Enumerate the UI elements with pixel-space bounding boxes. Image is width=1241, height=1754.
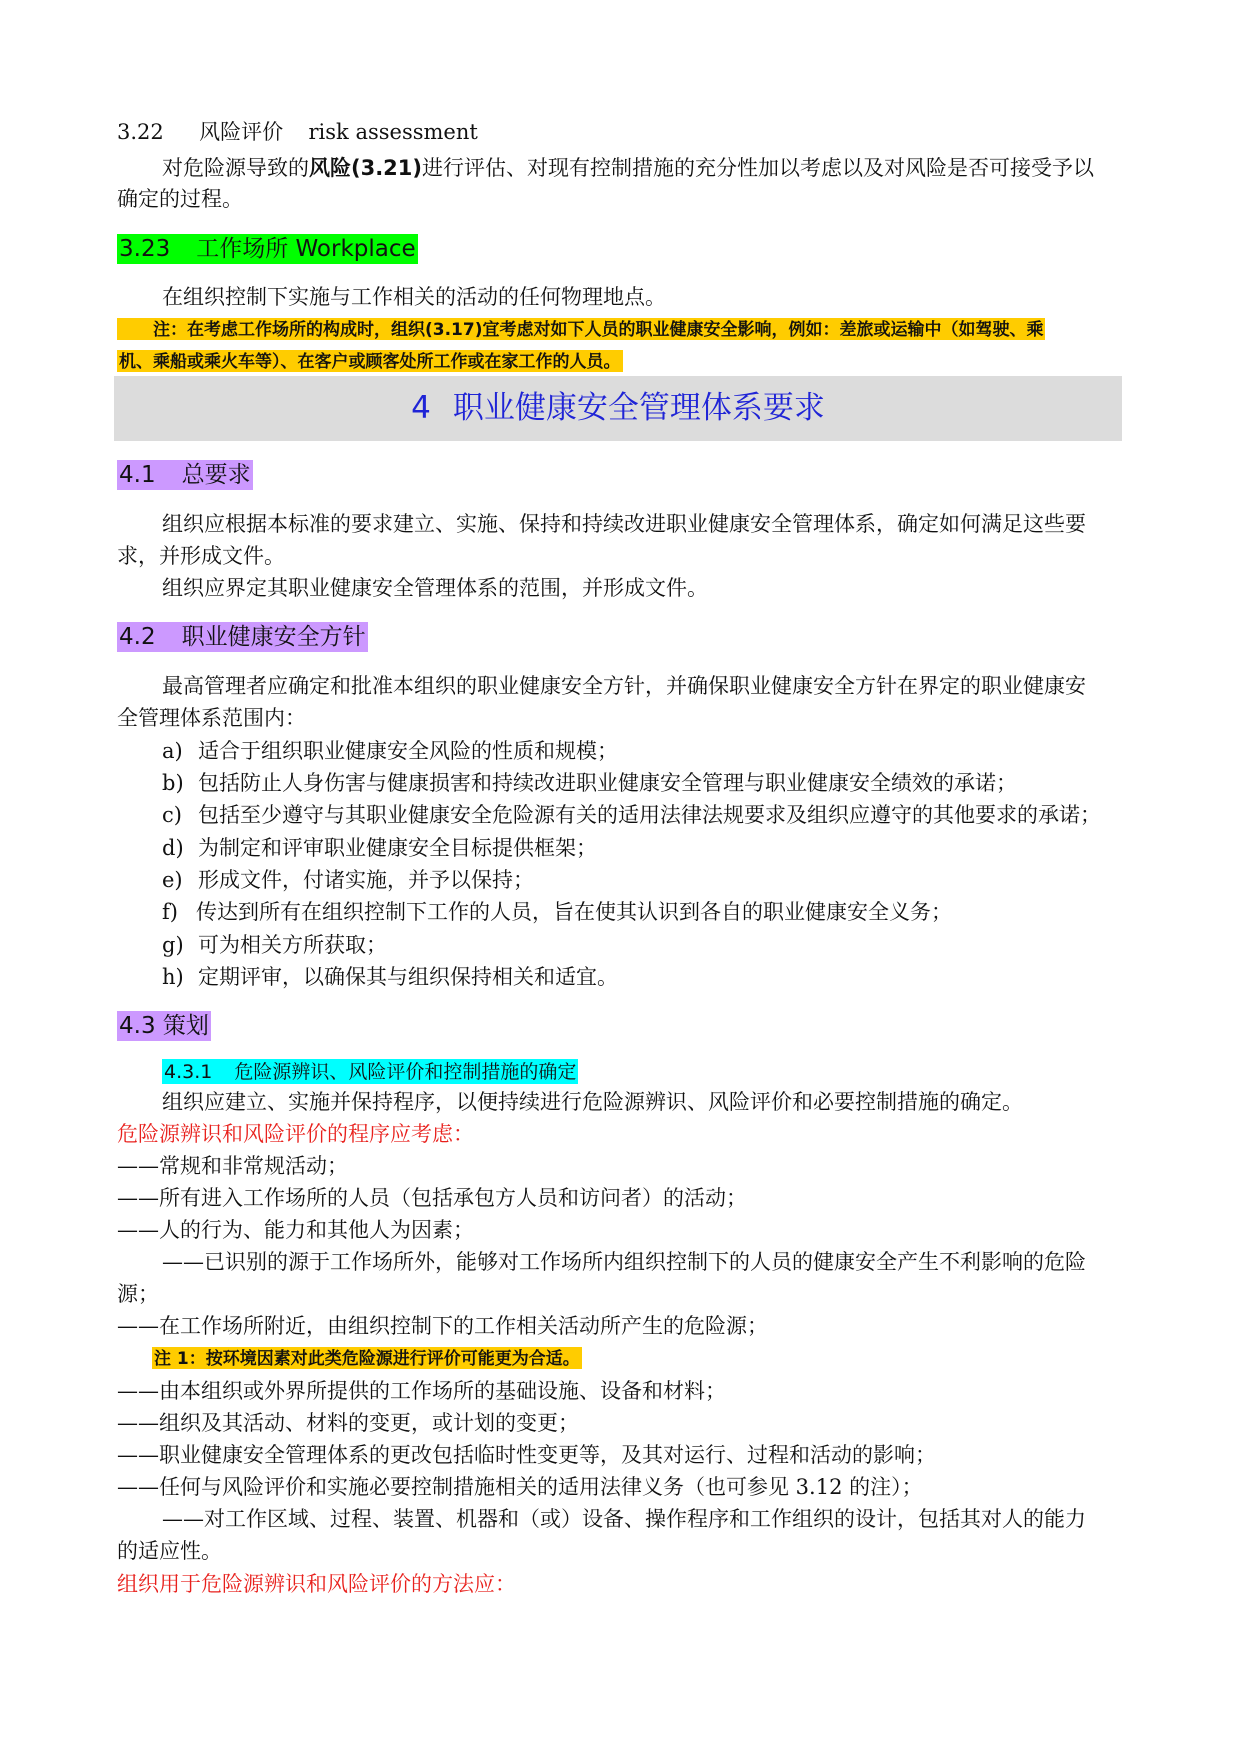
clause-number: 3.22 bbox=[117, 120, 164, 144]
clause-4-1-para2: 组织应界定其职业健康安全管理体系的范围，并形成文件。 bbox=[162, 576, 708, 600]
list-item: f) 传达到所有在组织控制下工作的人员，旨在使其认识到各自的职业健康安全义务； bbox=[162, 900, 952, 924]
list-item: d) 为制定和评审职业健康安全目标提供框架； bbox=[162, 836, 597, 860]
dash-item: ——任何与风险评价和实施必要控制措施相关的适用法律义务（也可参见 3.12 的注）； bbox=[117, 1475, 923, 1499]
clause-3-23-heading: 3.23 工作场所 Workplace bbox=[119, 236, 416, 262]
list-item: b) 包括防止人身伤害与健康损害和持续改进职业健康安全管理与职业健康安全绩效的承诺； bbox=[162, 771, 1017, 795]
red-heading-procedure: 危险源辨识和风险评价的程序应考虑： bbox=[117, 1122, 474, 1146]
dash-item: ——已识别的源于工作场所外，能够对工作场所内组织控制下的人员的健康安全产生不利影响的危险 bbox=[162, 1250, 1086, 1274]
chapter-title: 职业健康安全管理体系要求 bbox=[452, 390, 825, 426]
red-heading-method: 组织用于危险源辨识和风险评价的方法应： bbox=[117, 1572, 516, 1596]
list-item: a) 适合于组织职业健康安全风险的性质和规模； bbox=[162, 739, 618, 763]
clause-4-1-para1-line2: 求，并形成文件。 bbox=[117, 544, 285, 568]
dash-item: ——职业健康安全管理体系的更改包括临时性变更等，及其对运行、过程和活动的影响； bbox=[117, 1443, 936, 1467]
dash-item: ——所有进入工作场所的人员（包括承包方人员和访问者）的活动； bbox=[117, 1186, 747, 1210]
clause-3-22-body-line2: 确定的过程。 bbox=[117, 187, 243, 211]
chapter-4-banner bbox=[114, 376, 1122, 441]
dash-item: ——常规和非常规活动； bbox=[117, 1154, 348, 1178]
clause-3-23-body: 在组织控制下实施与工作相关的活动的任何物理地点。 bbox=[162, 285, 666, 309]
dash-item: ——人的行为、能力和其他人为因素； bbox=[117, 1218, 474, 1242]
chapter-number: 4 bbox=[411, 390, 431, 426]
dash-item: ——由本组织或外界所提供的工作场所的基础设施、设备和材料； bbox=[117, 1379, 726, 1403]
clause-4-3-1-heading: 4.3.1 危险源辨识、风险评价和控制措施的确定 bbox=[164, 1061, 577, 1083]
dash-item: ——在工作场所附近，由组织控制下的工作相关活动所产生的危险源； bbox=[117, 1314, 768, 1338]
clause-3-22-body-line1: 对危险源导致的风险(3.21)进行评估、对现有控制措施的充分性加以考虑以及对风险是否可接受予以 bbox=[162, 156, 1095, 180]
defined-term: 风险(3.21) bbox=[309, 156, 423, 180]
note-1: 注 1：按环境因素对此类危险源进行评价可能更为合适。 bbox=[154, 1349, 580, 1369]
list-item: c) 包括至少遵守与其职业健康安全危险源有关的适用法律法规要求及组织应遵守的其他要求的承诺； bbox=[162, 803, 1101, 827]
list-item: g) 可为相关方所获取； bbox=[162, 933, 387, 957]
dash-item-continuation: 源； bbox=[117, 1282, 159, 1306]
clause-4-2-heading: 4.2 职业健康安全方针 bbox=[119, 624, 366, 650]
dash-item: ——对工作区域、过程、装置、机器和（或）设备、操作程序和工作组织的设计，包括其对人的能力 bbox=[162, 1507, 1086, 1531]
clause-4-1-para1-line1: 组织应根据本标准的要求建立、实施、保持和持续改进职业健康安全管理体系，确定如何满足这些要 bbox=[162, 512, 1086, 536]
clause-4-3-1-intro: 组织应建立、实施并保持程序，以便持续进行危险源辨识、风险评价和必要控制措施的确定。 bbox=[162, 1090, 1023, 1114]
clause-4-2-intro-line1: 最高管理者应确定和批准本组织的职业健康安全方针，并确保职业健康安全方针在界定的职业健康安 bbox=[162, 674, 1086, 698]
clause-4-2-intro-line2: 全管理体系范围内： bbox=[117, 706, 306, 730]
clause-4-3-heading: 4.3 策划 bbox=[119, 1013, 209, 1039]
clause-3-23-note-line1: 注：在考虑工作场所的构成时，组织(3.17)宜考虑对如下人员的职业健康安全影响，例如：差旅或运输中（如驾驶、乘 bbox=[117, 318, 1045, 340]
dash-item-continuation: 的适应性。 bbox=[117, 1539, 222, 1563]
clause-3-22-heading bbox=[117, 120, 478, 145]
clause-title-cn: 风险评价 bbox=[199, 120, 284, 144]
dash-item: ——组织及其活动、材料的变更，或计划的变更； bbox=[117, 1411, 579, 1435]
list-item: h) 定期评审，以确保其与组织保持相关和适宜。 bbox=[162, 965, 618, 989]
list-item: e) 形成文件，付诸实施，并予以保持； bbox=[162, 868, 534, 892]
clause-3-23-note-line2: 机、乘船或乘火车等）、在客户或顾客处所工作或在家工作的人员。 bbox=[119, 352, 621, 372]
clause-title-en: risk assessment bbox=[308, 120, 478, 144]
clause-4-1-heading: 4.1 总要求 bbox=[119, 462, 251, 488]
